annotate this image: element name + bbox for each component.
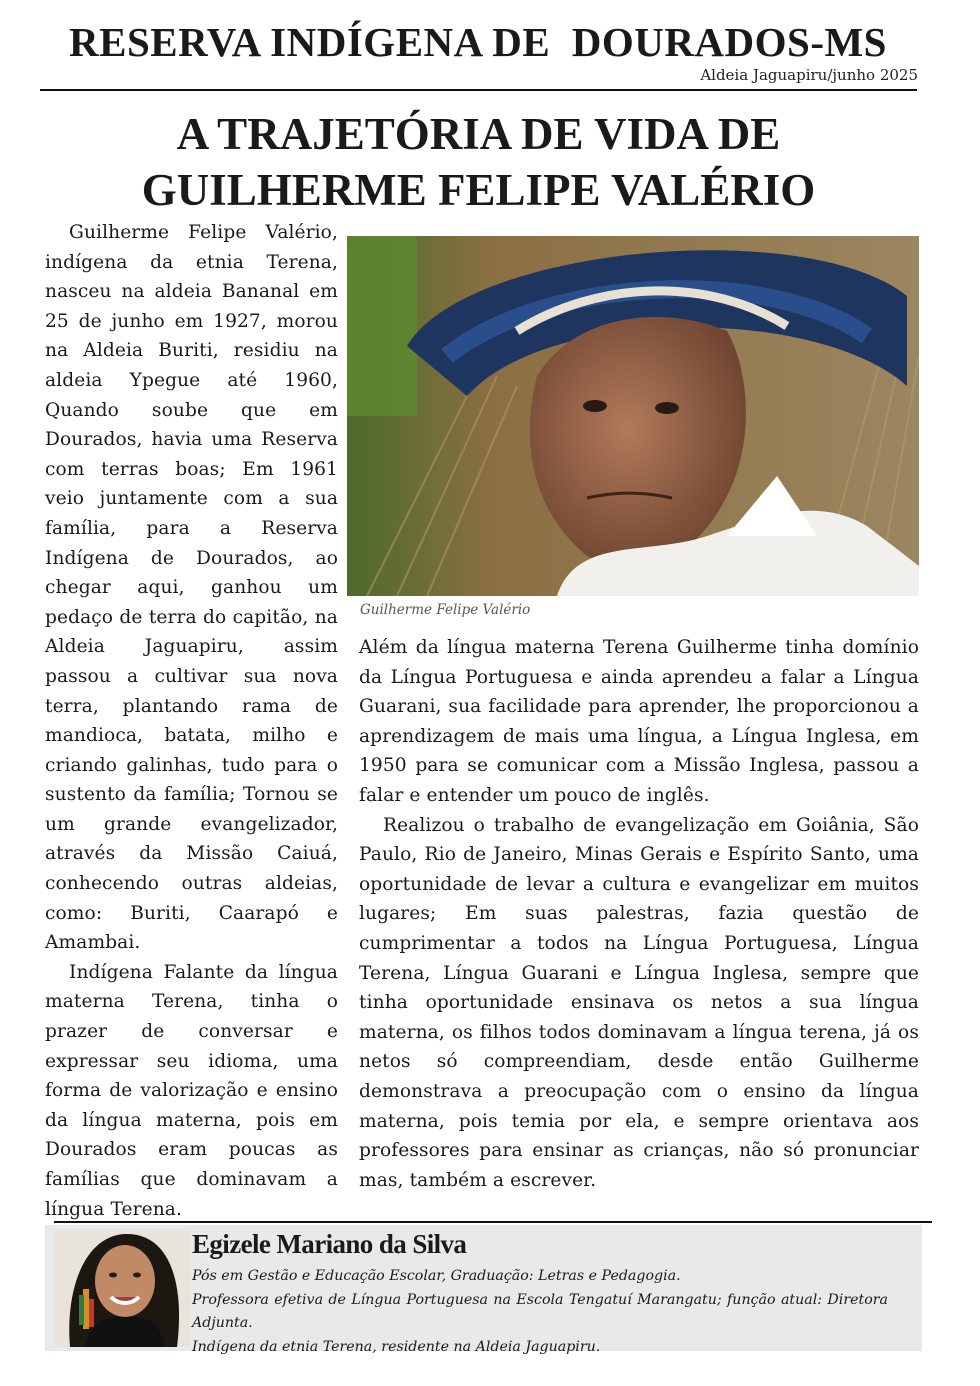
paragraph: Realizou o trabalho de evangelização em Goiânia, São Paulo, Rio de Janeiro, Minas Gerais e Espírito Santo, uma oportunidade de levar a cultura e evangelizar em muitos lugares; Em suas palestras, fazia questão de cumprimentar a todos na Língua Portuguesa, Língua Terena, Língua Guarani e Língua Inglesa, sempre que tinha oportunidade ensinava os netos a sua língua materna, os filhos todos dominavam a língua terena, já os netos só compreendiam, desde então Guilherme demonstrava a preocupação com o ensino da língua materna, pois temia por ela, e sempre orientava aos professores para ensinar as crianças, não só pronunciar mas, também a escrever. bbox=[359, 814, 919, 1191]
paragraph: Guilherme Felipe Valério, indígena da etnia Terena, nasceu na aldeia Bananal em 25 de junho em 1927, morou na Aldeia Buriti, residiu na aldeia Ypegue até 1960, Quando soube que em Dourados, havia uma Reserva com terras boas; Em 1961 veio juntamente com a sua família, para a Reserva Indígena de Dourados, ao chegar aqui, ganhou um pedaço de terra do capitão, na Aldeia Jaguapiru, assim passou a cultivar sua nova terra, plantando rama de mandioca, batata, milho e criando galinhas, tudo para o sustento da família; Tornou se um grande evangelizador, através da Missão Caiuá, conhecendo outras aldeias, como: Buriti, Caarapó e Amambai. bbox=[45, 222, 338, 954]
paragraph: Indígena Falante da língua materna Terena, tinha o prazer de conversar e expressar seu idioma, uma forma de valorização e ensino da língua materna, pois em Dourados eram poucas as famílias que dominavam a língua Terena. bbox=[45, 961, 338, 1220]
author-box bbox=[45, 1225, 922, 1355]
portrait-photo bbox=[347, 236, 919, 596]
bio-line: Indígena da etnia Terena, residente na Aldeia Jaguapiru. bbox=[192, 1338, 601, 1355]
right-column bbox=[359, 633, 919, 1195]
author-avatar bbox=[55, 1229, 190, 1347]
headline-line-1: A TRAJETÓRIA DE VIDA DE bbox=[176, 109, 781, 159]
author-bio bbox=[192, 1265, 888, 1359]
masthead-title: RESERVA INDÍGENA DE DOURADOS-MS bbox=[68, 19, 887, 65]
footer-rule bbox=[54, 1221, 932, 1223]
article-headline bbox=[40, 106, 917, 218]
left-column bbox=[45, 218, 338, 1224]
bio-line: Pós em Gestão e Educação Escolar, Graduação: Letras e Pedagogia. bbox=[192, 1268, 681, 1284]
dateline: Aldeia Jaguapiru/junho 2025 bbox=[700, 66, 918, 84]
author-name: Egizele Mariano da Silva bbox=[192, 1229, 467, 1259]
paragraph: Além da língua materna Terena Guilherme tinha domínio da Língua Portuguesa e ainda aprendeu a falar a Língua Guarani, sua facilidade para aprender, lhe proporcionou a aprendizagem de mais uma língua, a Língua Inglesa, em 1950 para se comunicar com a Missão Inglesa, passou a falar e entender um pouco de inglês. bbox=[359, 637, 919, 806]
bio-line: Professora efetiva de Língua Portuguesa na Escola Tengatuí Marangatu; função atual: Diretora Adjunta. bbox=[192, 1291, 888, 1332]
photo-caption: Guilherme Felipe Valério bbox=[360, 602, 531, 618]
masthead-rule bbox=[40, 89, 917, 91]
headline-line-2: GUILHERME FELIPE VALÉRIO bbox=[141, 165, 816, 215]
